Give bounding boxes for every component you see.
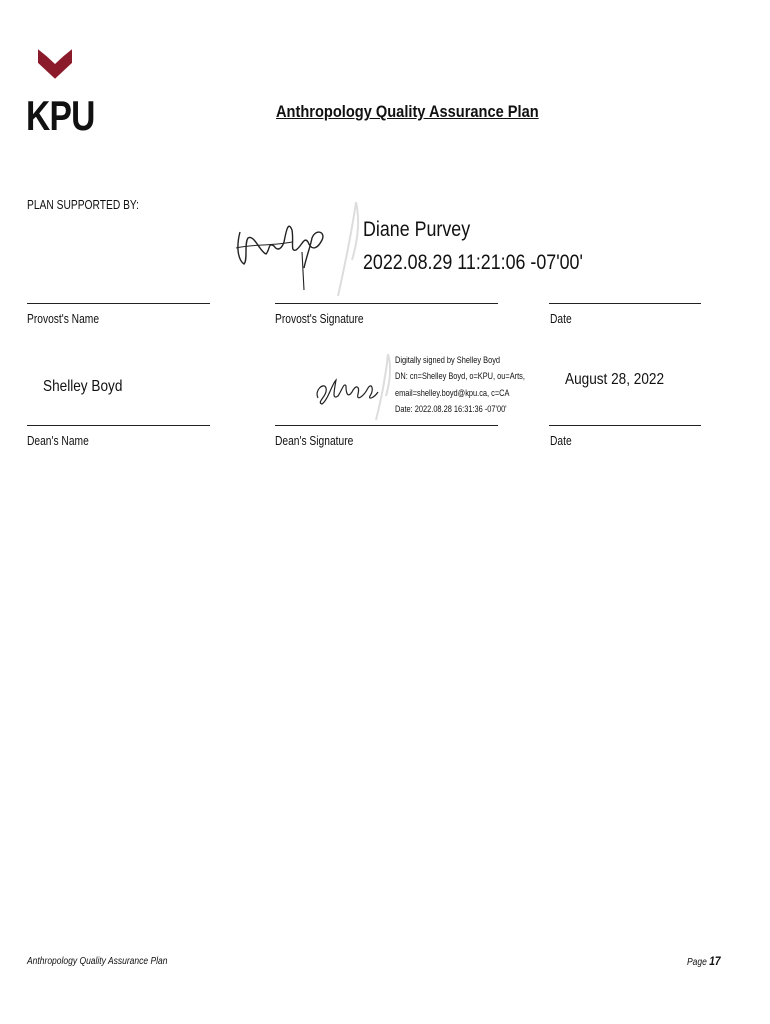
footer-page-number — [687, 954, 721, 968]
provost-handwritten-signature — [232, 212, 332, 297]
dean-date-value: August 28, 2022 — [565, 371, 665, 388]
dean-signature-label: Dean's Signature — [275, 434, 354, 448]
dean-digital-signature-line3: email=shelley.boyd@kpu.ca, c=CA — [395, 388, 510, 399]
kpu-logo-text: KPU — [26, 92, 95, 139]
provost-date-line — [549, 303, 701, 304]
dean-digital-signature-line4: Date: 2022.08.28 16:31:36 -07'00' — [395, 404, 507, 415]
footer-page-value: 17 — [709, 954, 721, 968]
provost-date-label: Date — [550, 312, 572, 326]
provost-signature-label: Provost's Signature — [275, 312, 364, 326]
provost-name-label: Provost's Name — [27, 312, 100, 326]
dean-date-label: Date — [550, 434, 572, 448]
provost-digital-signature-date: 2022.08.29 11:21:06 -07'00' — [363, 251, 583, 274]
dean-date-line — [549, 425, 701, 426]
footer-document-title: Anthropology Quality Assurance Plan — [27, 956, 168, 967]
footer-page-prefix: Page — [687, 957, 707, 968]
provost-name-line — [27, 303, 210, 304]
dean-digital-signature-line2: DN: cn=Shelley Boyd, o=KPU, ou=Arts, — [395, 371, 525, 382]
dean-digital-signature-line1: Digitally signed by Shelley Boyd — [395, 355, 501, 366]
page-title: Anthropology Quality Assurance Plan — [276, 102, 539, 121]
kpu-logo-mark — [38, 42, 72, 86]
dean-name-label: Dean's Name — [27, 434, 89, 448]
provost-signature-watermark — [334, 200, 364, 300]
plan-supported-by-heading: PLAN SUPPORTED BY: — [27, 198, 140, 212]
provost-digital-signature-name: Diane Purvey — [363, 218, 471, 241]
dean-signature-watermark — [372, 352, 396, 422]
provost-signature-line — [275, 303, 498, 304]
dean-name-line — [27, 425, 210, 426]
dean-signature-line — [275, 425, 498, 426]
dean-name-value: Shelley Boyd — [43, 378, 123, 395]
